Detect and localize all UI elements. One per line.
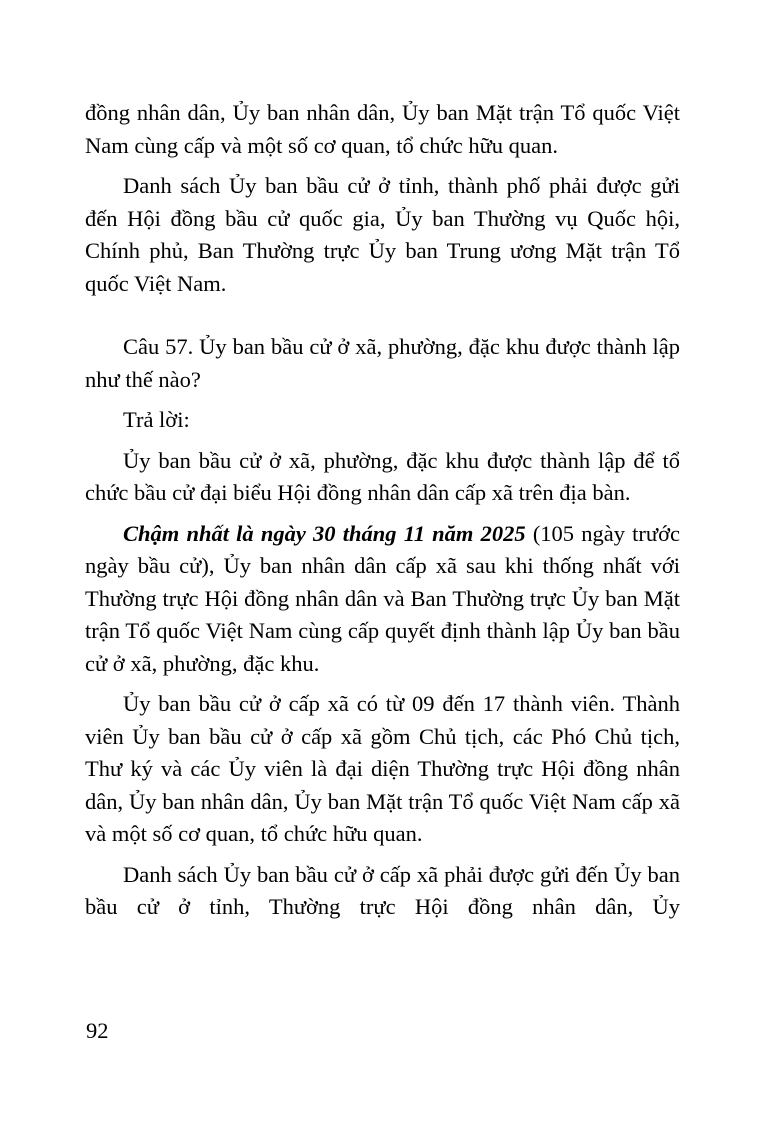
text-run: Chậm nhất là ngày 30 tháng 11 năm 2025 [123,520,526,546]
paragraph [85,445,680,510]
paragraph [85,170,680,300]
question-heading [85,331,680,396]
paragraph [85,859,680,924]
answer-label [85,404,680,437]
text-run: Danh sách Ủy ban bầu cử ở cấp xã phải được gửi đến Ủy ban bầu cử ở tỉnh, Thường trực Hội đồng nhân dân, Ủy [85,861,680,919]
paragraph [85,97,680,162]
paragraph [85,688,680,851]
text-run: Câu 57. Ủy ban bầu cử ở xã, phường, đặc khu được thành lập như thế nào? [85,334,680,392]
text-run: Ủy ban bầu cử ở xã, phường, đặc khu được thành lập để tổ chức bầu cử đại biểu Hội đồng nhân dân cấp xã trên địa bàn. [85,447,680,505]
text-run: Trả lời: [123,407,190,432]
page-text-content [85,97,680,932]
paragraph [85,518,680,681]
text-run: đồng nhân dân, Ủy ban nhân dân, Ủy ban Mặt trận Tổ quốc Việt Nam cùng cấp và một số cơ quan, tổ chức hữu quan. [85,100,680,158]
text-run: Ủy ban bầu cử ở cấp xã có từ 09 đến 17 thành viên. Thành viên Ủy ban bầu cử ở cấp xã gồm Chủ tịch, các Phó Chủ tịch, Thư ký và các Ủy viên là đại diện Thường trực Hội đồng nhân dân, Ủy ban nhân dân, Ủy ban Mặt trận Tổ quốc Việt Nam cấp xã và một số cơ quan, tổ chức hữu quan. [85,691,680,846]
text-run: (105 ngày trước ngày bầu cử), Ủy ban nhân dân cấp xã sau khi thống nhất với Thường trực Hội đồng nhân dân và Ban Thường trực Ủy ban Mặt trận Tổ quốc Việt Nam cùng cấp quyết định thành lập Ủy ban bầu cử ở xã, phường, đặc khu. [85,520,680,676]
page-number: 92 [86,1018,109,1043]
text-run: Danh sách Ủy ban bầu cử ở tỉnh, thành phố phải được gửi đến Hội đồng bầu cử quốc gia, Ủy ban Thường vụ Quốc hội, Chính phủ, Ban Thường trực Ủy ban Trung ương Mặt trận Tổ quốc Việt Nam. [85,173,680,296]
